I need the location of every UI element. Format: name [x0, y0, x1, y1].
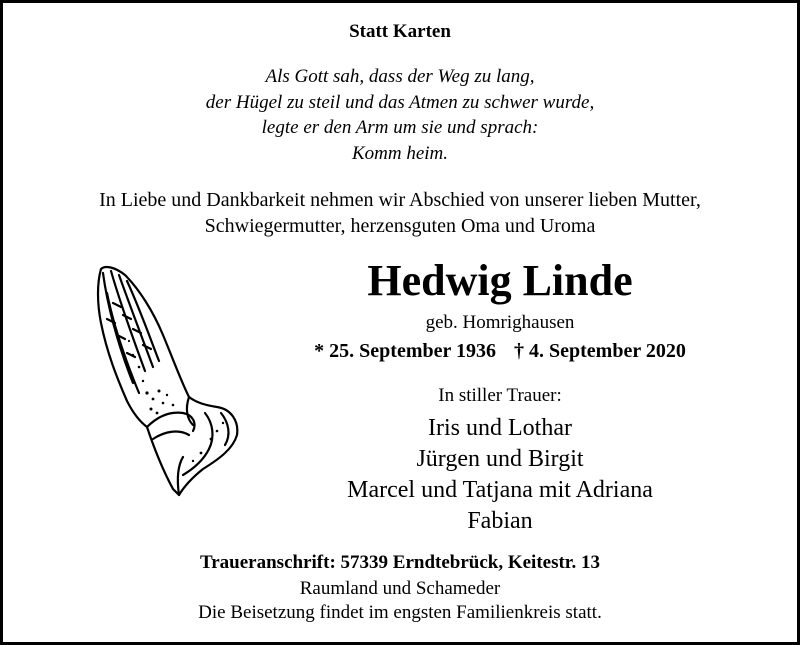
poem-line: Als Gott sah, dass der Weg zu lang,: [265, 66, 535, 87]
mourning-address: Traueranschrift: 57339 Erndtebrück, Keitestr. 13: [199, 552, 600, 573]
intro-line: In Liebe und Dankbarkeit nehmen wir Abschied von unserer lieben Mutter,: [99, 189, 701, 211]
birth-name: geb. Homrighausen: [425, 312, 575, 333]
birth-date: * 25. September 1936: [314, 340, 496, 362]
intro-text: [3, 187, 797, 239]
poem: [3, 64, 797, 166]
poem-line: der Hügel zu steil und das Atmen zu schwer wurde,: [205, 91, 595, 113]
death-date: † 4. September 2020: [514, 340, 686, 362]
intro-line: Schwiegermutter, herzensguten Oma und Uroma: [204, 215, 596, 237]
places: Raumland und Schameder: [299, 578, 501, 599]
mourner-name: Marcel und Tatjana mit Adriana: [347, 477, 653, 503]
life-dates: [290, 340, 710, 363]
header-title: Statt Karten: [349, 21, 451, 42]
praying-hands-icon: [93, 263, 243, 498]
mourner-name: Jürgen und Birgit: [416, 446, 584, 472]
poem-line: Komm heim.: [351, 142, 449, 164]
mourner-name: Iris und Lothar: [428, 415, 572, 441]
deceased-name: Hedwig Linde: [367, 256, 633, 305]
mourners-list: [290, 413, 710, 537]
poem-line: legte er den Arm um sie und sprach:: [261, 117, 539, 138]
funeral-note: Die Beisetzung findet im engsten Familienkreis statt.: [198, 602, 602, 623]
mourner-name: Fabian: [467, 508, 533, 534]
mourning-intro: In stiller Trauer:: [438, 385, 562, 406]
